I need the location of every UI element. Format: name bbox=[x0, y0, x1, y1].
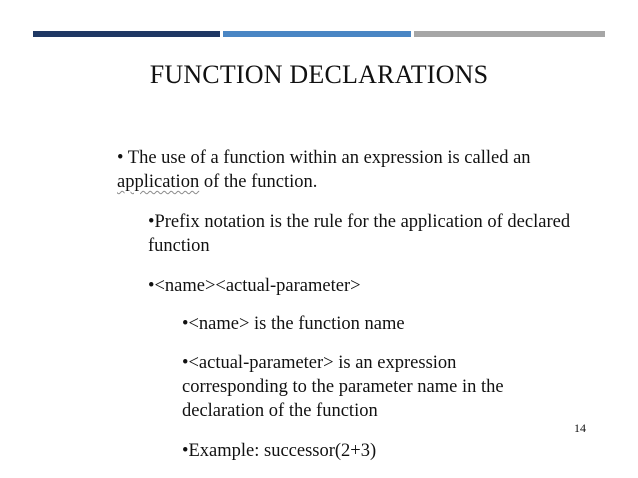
header-bar-blue bbox=[223, 31, 411, 37]
bullet-text-start: • The use of a function within an expression is called an bbox=[117, 148, 531, 168]
sub-bullet-name: •<name> is the function name bbox=[182, 314, 405, 334]
header-bar-gray bbox=[414, 31, 605, 37]
bullet-text-end: of the function. bbox=[199, 172, 318, 192]
sub-bullet-example: •Example: successor(2+3) bbox=[182, 441, 377, 461]
header-bar-dark bbox=[33, 31, 220, 37]
slide-title: FUNCTION DECLARATIONS bbox=[149, 60, 489, 89]
bullet-prefix-notation: •Prefix notation is the rule for the application of declared function bbox=[148, 212, 571, 256]
bullet-function-application bbox=[117, 146, 607, 194]
term-application: application bbox=[117, 172, 200, 192]
bullet-syntax: •<name><actual-parameter> bbox=[148, 276, 361, 296]
sub-bullet-actual-parameter: •<actual-parameter> is an expression corresponding to the parameter name in the declaration of the function bbox=[182, 353, 504, 421]
page-number: 14 bbox=[574, 421, 586, 435]
